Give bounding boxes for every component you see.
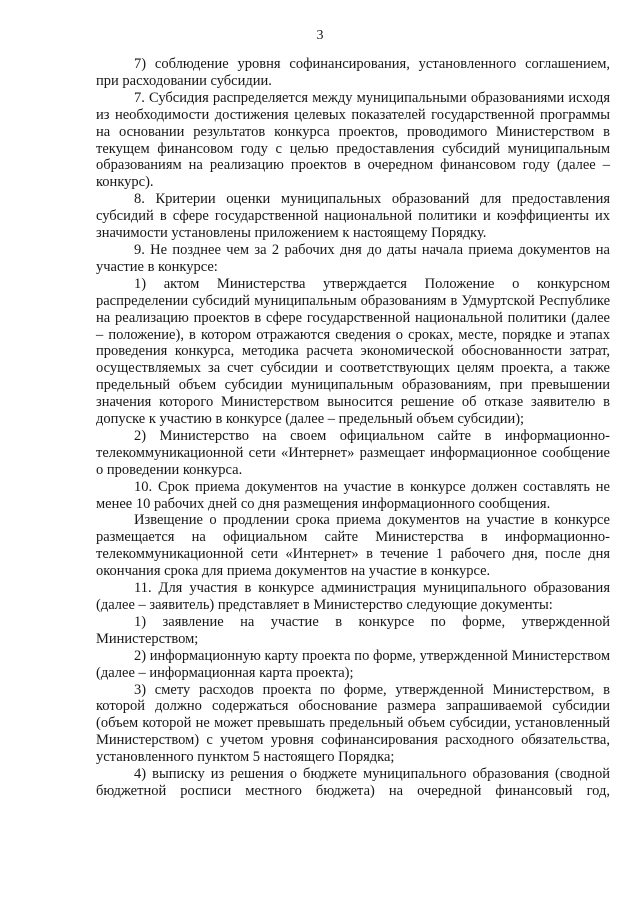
document-body	[96, 56, 610, 800]
paragraph-9-item-2-website-notice: 2) Министерство на своем официальном сайте в информационно-телекоммуникационной сети «Интернет» размещает информационное сообщение о проведении конкурса.	[96, 427, 610, 478]
paragraph-11-item-3-cost-estimate: 3) смету расходов проекта по форме, утвержденной Министерством, в которой должно содержаться обоснование размера запрашиваемой субсидии (объем которой не может превышать предельный объем субсидии, установленный Министерством) с учетом уровня софинансирования расходного обязательства, установленного пунктом 5 настоящего Порядка;	[96, 681, 610, 766]
paragraph-item-7-cofinancing: 7) соблюдение уровня софинансирования, установленного соглашением, при расходовании субсидии.	[96, 56, 610, 89]
paragraph-10-submission-period: 10. Срок приема документов на участие в конкурсе должен составлять не менее 10 рабочих дней со дня размещения информационного сообщения.	[96, 478, 610, 512]
paragraph-11-item-2-info-card: 2) информационную карту проекта по форме, утвержденной Министерством (далее – информационная карта проекта);	[96, 647, 610, 681]
paragraph-8-evaluation-criteria: 8. Критерии оценки муниципальных образований для предоставления субсидий в сфере государственной национальной политики и коэффициенты их значимости установлены приложением к настоящему Порядку.	[96, 191, 610, 242]
page-number: 3	[316, 28, 324, 43]
paragraph-extension-notice: Извещение о продлении срока приема документов на участие в конкурсе размещается на официальном сайте Министерства в информационно-телекоммуникационной сети «Интернет» в течение 1 рабочего дня, после дня окончания срока для приема документов на участие в конкурсе.	[96, 512, 610, 580]
paragraph-9-deadline: 9. Не позднее чем за 2 рабочих дня до даты начала приема документов на участие в конкурсе:	[96, 241, 610, 275]
paragraph-11-required-documents: 11. Для участия в конкурсе администрация муниципального образования (далее – заявитель) представляет в Министерство следующие документы:	[96, 580, 610, 613]
paragraph-11-item-4-budget-extract: 4) выписку из решения о бюджете муниципального образования (сводной бюджетной росписи местного бюджета) на очередной финансовый год,	[96, 766, 610, 799]
paragraph-11-item-1-application: 1) заявление на участие в конкурсе по форме, утвержденной Министерством;	[96, 613, 610, 647]
paragraph-7-subsidy-distribution: 7. Субсидия распределяется между муниципальными образованиями исходя из необходимости достижения целевых показателей государственной программы на основании результатов конкурса проектов, проводимого Министерством в текущем финансовом году с целью предоставления субсидий муниципальным образованиям на реализацию проектов в очередном финансовом году (далее – конкурс).	[96, 89, 610, 191]
paragraph-9-item-1-ministry-act: 1) актом Министерства утверждается Положение о конкурсном распределении субсидий муниципальным образованиям в Удмуртской Республике на реализацию проектов в сфере государственной национальной политики (далее – положение), в котором отражаются сведения о сроках, месте, порядке и этапах проведения конкурса, методика расчета экономической обоснованности затрат, осуществляемых за счет субсидии и соответствующих целям проекта, а также предельный объем субсидии муниципальным образованиям, при превышении значения которого Министерством выносится решение об отказе заявителю в допуске к участию в конкурсе (далее – предельный объем субсидии);	[96, 275, 610, 428]
